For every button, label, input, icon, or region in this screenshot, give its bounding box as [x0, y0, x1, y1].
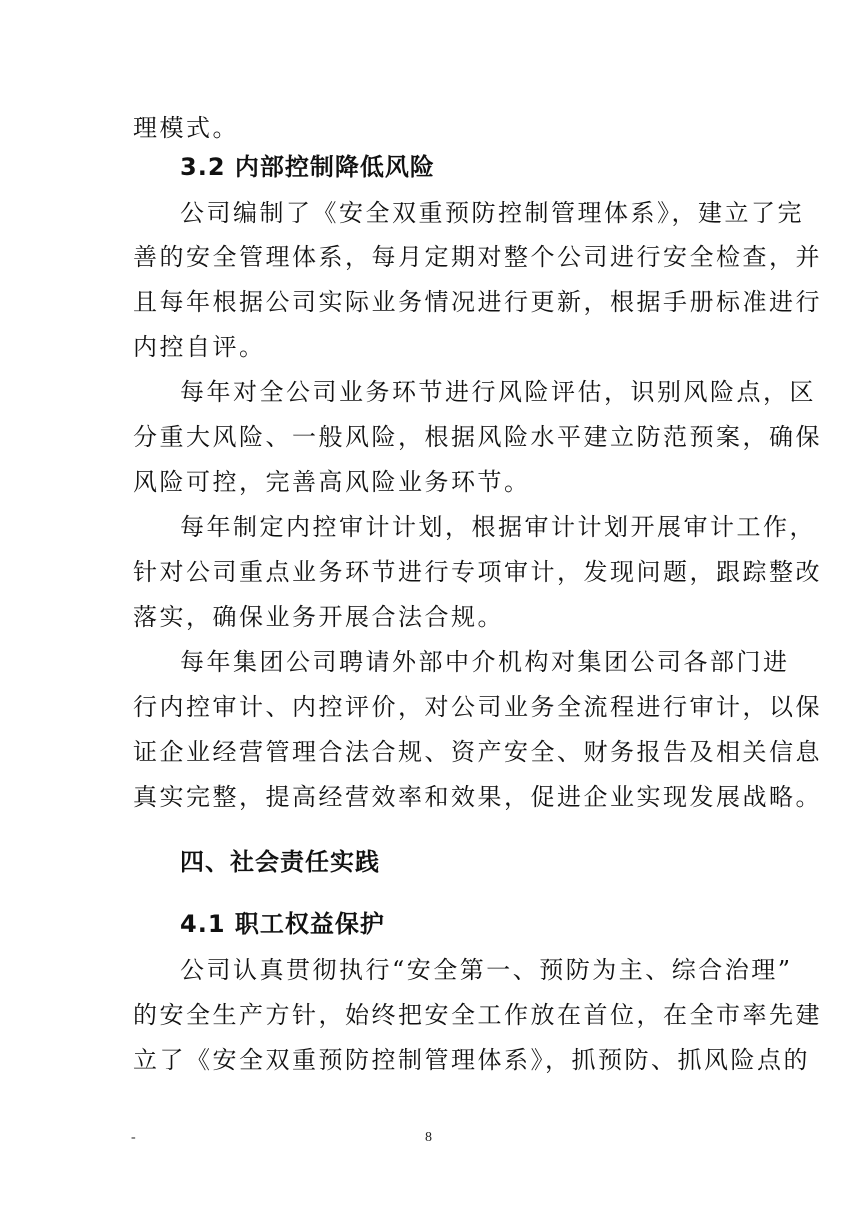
paragraph-line: 善的安全管理体系，每月定期对整个公司进行安全检查，并 — [133, 243, 822, 271]
paragraph-line: 分重大风险、一般风险，根据风险水平建立防范预案，确保 — [133, 423, 822, 451]
paragraph-line: 且每年根据公司实际业务情况进行更新，根据手册标准进行 — [133, 288, 822, 316]
paragraph-line: 的安全生产方针，始终把安全工作放在首位，在全市率先建 — [133, 1001, 822, 1029]
chapter-heading: 四、社会责任实践 — [180, 848, 380, 876]
paragraph-line: 落实，确保业务开展合法合规。 — [133, 603, 504, 631]
footer-left-mark: - — [131, 1130, 136, 1145]
paragraph-line: 真实完整，提高经营效率和效果，促进企业实现发展战略。 — [133, 783, 822, 811]
paragraph-line: 公司认真贯彻执行“安全第一、预防为主、综合治理” — [180, 956, 793, 984]
section-heading: 3.2 内部控制降低风险 — [180, 153, 435, 181]
page-number: 8 — [425, 1130, 432, 1145]
paragraph-line: 理模式。 — [133, 114, 239, 142]
paragraph-line: 风险可控，完善高风险业务环节。 — [133, 468, 531, 496]
paragraph-line: 公司编制了《安全双重预防控制管理体系》，建立了完 — [180, 199, 804, 227]
section-heading: 4.1 职工权益保护 — [180, 910, 385, 938]
paragraph-line: 证企业经营管理合法合规、资产安全、财务报告及相关信息 — [133, 738, 822, 766]
paragraph-line: 每年制定内控审计计划，根据审计计划开展审计工作， — [180, 513, 816, 541]
paragraph-line: 立了《安全双重预防控制管理体系》，抓预防、抓风险点的 — [133, 1046, 810, 1074]
paragraph-line: 针对公司重点业务环节进行专项审计，发现问题，跟踪整改 — [133, 558, 822, 586]
paragraph-line: 每年对全公司业务环节进行风险评估，识别风险点，区 — [180, 378, 816, 406]
paragraph-line: 每年集团公司聘请外部中介机构对集团公司各部门进 — [180, 648, 790, 676]
paragraph-line: 行内控审计、内控评价，对公司业务全流程进行审计，以保 — [133, 693, 822, 721]
paragraph-line: 内控自评。 — [133, 333, 266, 361]
